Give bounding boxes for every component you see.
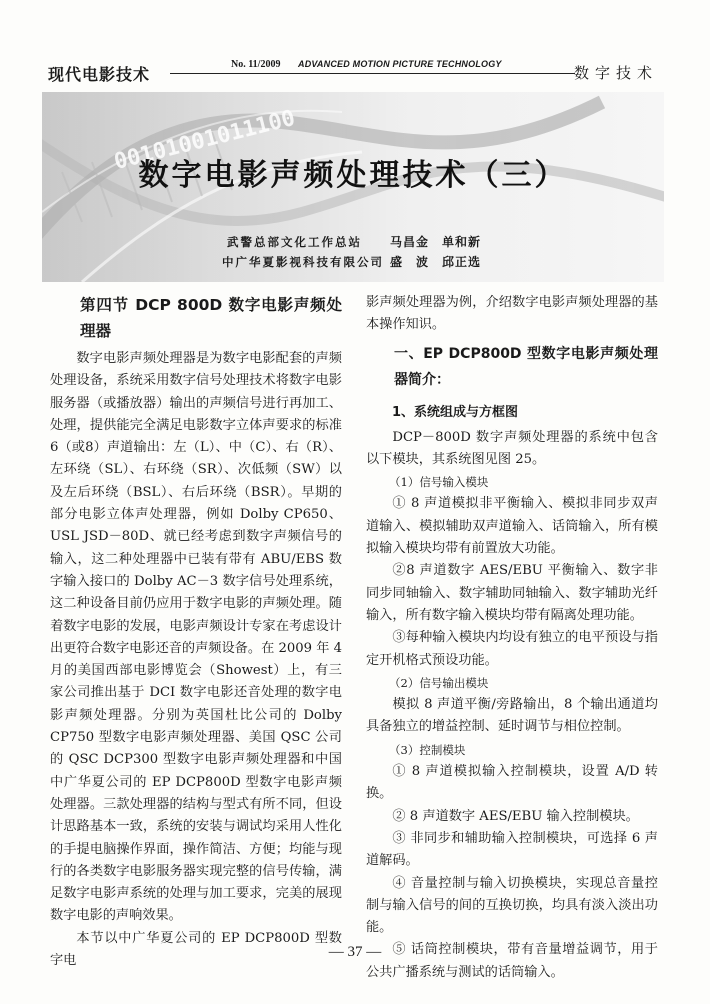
author-affiliation: 武警总部文化工作总站	[227, 235, 362, 249]
subheading: （2）信号输出模块	[389, 675, 489, 690]
list-item: ⑤ 话筒控制模块，带有音量增益调节，用于公共广播系统与测试的话筒输入。	[366, 942, 658, 980]
subheading: （3）控制模块	[389, 742, 466, 757]
body-paragraph: 模拟 8 声道平衡/旁路输出，8 个输出通道均具备独立的增益控制、延时调节与相位控制。	[366, 697, 658, 735]
list-item: ① 8 声道模拟非平衡输入、模拟非同步双声道输入、模拟辅助双声道输入、话筒输入，所有模拟输入模块均带有前置放大功能。	[366, 496, 658, 557]
subheading: （1）信号输入模块	[389, 475, 489, 490]
list-item: ④ 音量控制与输入切换模块，实现总音量控制与输入信号的间的互换切换，均具有淡入淡出功能。	[366, 875, 658, 936]
header-rule	[170, 73, 575, 74]
issue-number: No. 11/2009	[228, 59, 283, 70]
list-item: ③每种输入模块内均设有独立的电平预设与指定开机格式预设功能。	[366, 630, 658, 668]
body-paragraph: 本节以中广华夏公司的 EP DCP800D 型数字电	[50, 930, 342, 969]
author-names: 马昌金 单和新	[390, 235, 482, 249]
left-column	[50, 292, 342, 972]
heading-level-1: 一、EP DCP800D 型数字电影声频处理器简介：	[394, 345, 658, 388]
page-number: — 37 —	[328, 944, 382, 960]
list-item: ②8 声道数字 AES/EBU 平衡输入、数字非同步同轴输入、数字辅助同轴输入、数字辅助光纤输入，所有数字输入模块均带有隔离处理功能。	[366, 563, 658, 623]
body-paragraph: 影声频处理器为例，介绍数字电影声频处理器的基本操作知识。	[366, 295, 658, 333]
body-paragraph: DCP－800D 数字声频处理器的系统中包含以下模块，其系统图见图 25。	[366, 429, 658, 467]
heading-level-2: 1、系统组成与方框图	[392, 404, 519, 420]
right-column	[366, 292, 658, 984]
section-heading: 第四节 DCP 800D 数字电影声频处理器	[80, 296, 342, 340]
running-header	[40, 58, 670, 84]
list-item: ① 8 声道模拟输入控制模块，设置 A/D 转换。	[366, 764, 658, 802]
list-item: ② 8 声道数字 AES/EBU 输入控制模块。	[392, 808, 639, 824]
author-names: 盛 波 邱正选	[390, 255, 482, 269]
article-title: 数字电影声频处理技术（三）	[138, 158, 568, 193]
body-paragraph: 数字电影声频处理器是为数字电影配套的声频处理设备，系统采用数字信号处理技术将数字电影服务器（或播放器）输出的声频信号进行再加工、处理，提供能完全满足电影数字立体声要求的标准6（或8）声道输出：左（L）、中（C）、右（R）、左环绕（SL）、右环绕（SR）、次低频（SW）以及左后环绕（BSL）、右后环绕（BSR）。早期的部分电影立体声处理器，例如 Dolby CP650、USL JSD－80D、就已经考虑到数字声频信号的输入，这二种处理器中已装有带有 ABU/EBS 数字输入接口的 Dolby AC－3 数字信号处理系统，这二种设备目前仍应用于数字电影的声频处理。随着数字电影的发展，电影声频设计专家在考虑设计出更符合数字电影还音的声频设备。在 2009 年 4 月的美国西部电影博览会（Showest）上，有三家公司推出基于 DCI 数字电影还音处理的数字电影声频处理器。分别为英国杜比公司的 Dolby CP750 型数字电影声频处理器、美国 QSC 公司的 QSC DCP300 型数字电影声频处理器和中国中广华夏公司的 EP DCP800D 型数字电影声频处理器。三款处理器的结构与型式有所不同，但设计思路基本一致，系统的安装与调试均采用人性化的手提电脑操作界面，操作简洁、方便；均能与现行的各类数字电影服务器实现完整的信号传输，满足数字电影声系统的处理与加工要求，完美的展现数字电影的声响效果。	[50, 351, 342, 924]
binary-decoration: 00101001011100	[111, 105, 298, 175]
journal-english-title: ADVANCED MOTION PICTURE TECHNOLOGY	[295, 59, 505, 69]
section-name: 数字技术	[573, 64, 658, 82]
author-affiliation: 中广华夏影视科技有限公司	[222, 255, 384, 269]
list-item: ③ 非同步和辅助输入控制模块，可选择 6 声道解码。	[366, 830, 658, 869]
title-banner	[42, 92, 664, 282]
journal-name: 现代电影技术	[48, 65, 151, 84]
